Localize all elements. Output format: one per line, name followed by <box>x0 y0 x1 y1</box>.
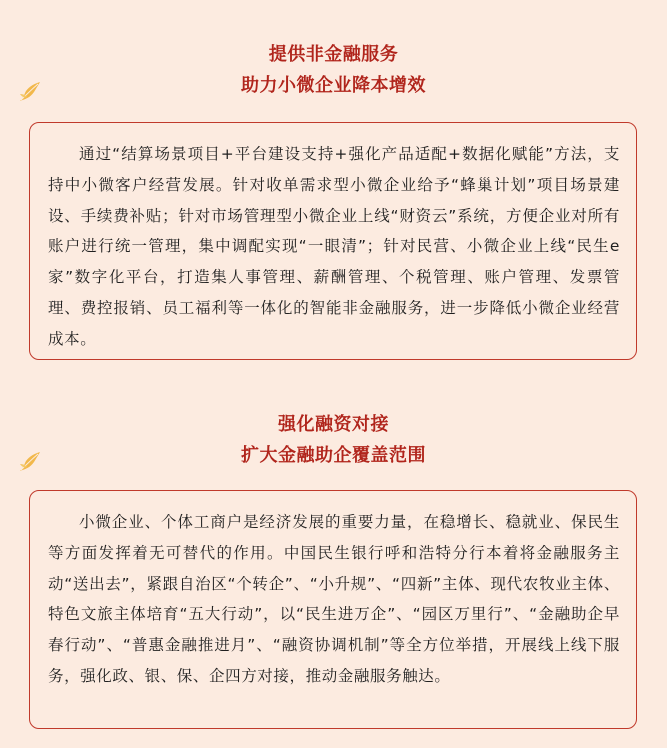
leaf-icon <box>18 450 42 474</box>
leaf-icon <box>18 80 42 104</box>
section-subtitle: 扩大金融助企覆盖范围 <box>241 445 426 466</box>
content-card <box>29 490 637 729</box>
card-paragraph: 小微企业、个体工商户是经济发展的重要力量，在稳增长、稳就业、保民生等方面发挥着无可替代的作用。中国民生银行呼和浩特分行本着将金融服务主动“送出去”，紧跟自治区“个转企”、“小升规”、“四新”主体、现代农牧业主体、特色文旅主体培育“五大行动”，以“民生进万企”、“园区万里行”、“金融助企早春行动”、“普惠金融推进月”、“融资协调机制”等全方位举措，开展线上线下服务，强化政、银、保、企四方对接，推动金融服务触达。 <box>48 513 620 685</box>
section-title: 强化融资对接 <box>278 414 389 435</box>
content-card <box>29 122 637 360</box>
card-paragraph: 通过“结算场景项目+平台建设支持+强化产品适配+数据化赋能”方法，支持中小微客户经营发展。针对收单需求型小微企业给予“蜂巢计划”项目场景建设、手续费补贴；针对市场管理型小微企业上线“财资云”系统，方便企业对所有账户进行统一管理，集中调配实现“一眼清”；针对民营、小微企业上线“民生e家”数字化平台，打造集人事管理、薪酬管理、个税管理、账户管理、发票管理、费控报销、员工福利等一体化的智能非金融服务，进一步降低小微企业经营成本。 <box>48 145 620 348</box>
section-subtitle: 助力小微企业降本增效 <box>241 75 426 96</box>
section-title: 提供非金融服务 <box>268 44 399 65</box>
